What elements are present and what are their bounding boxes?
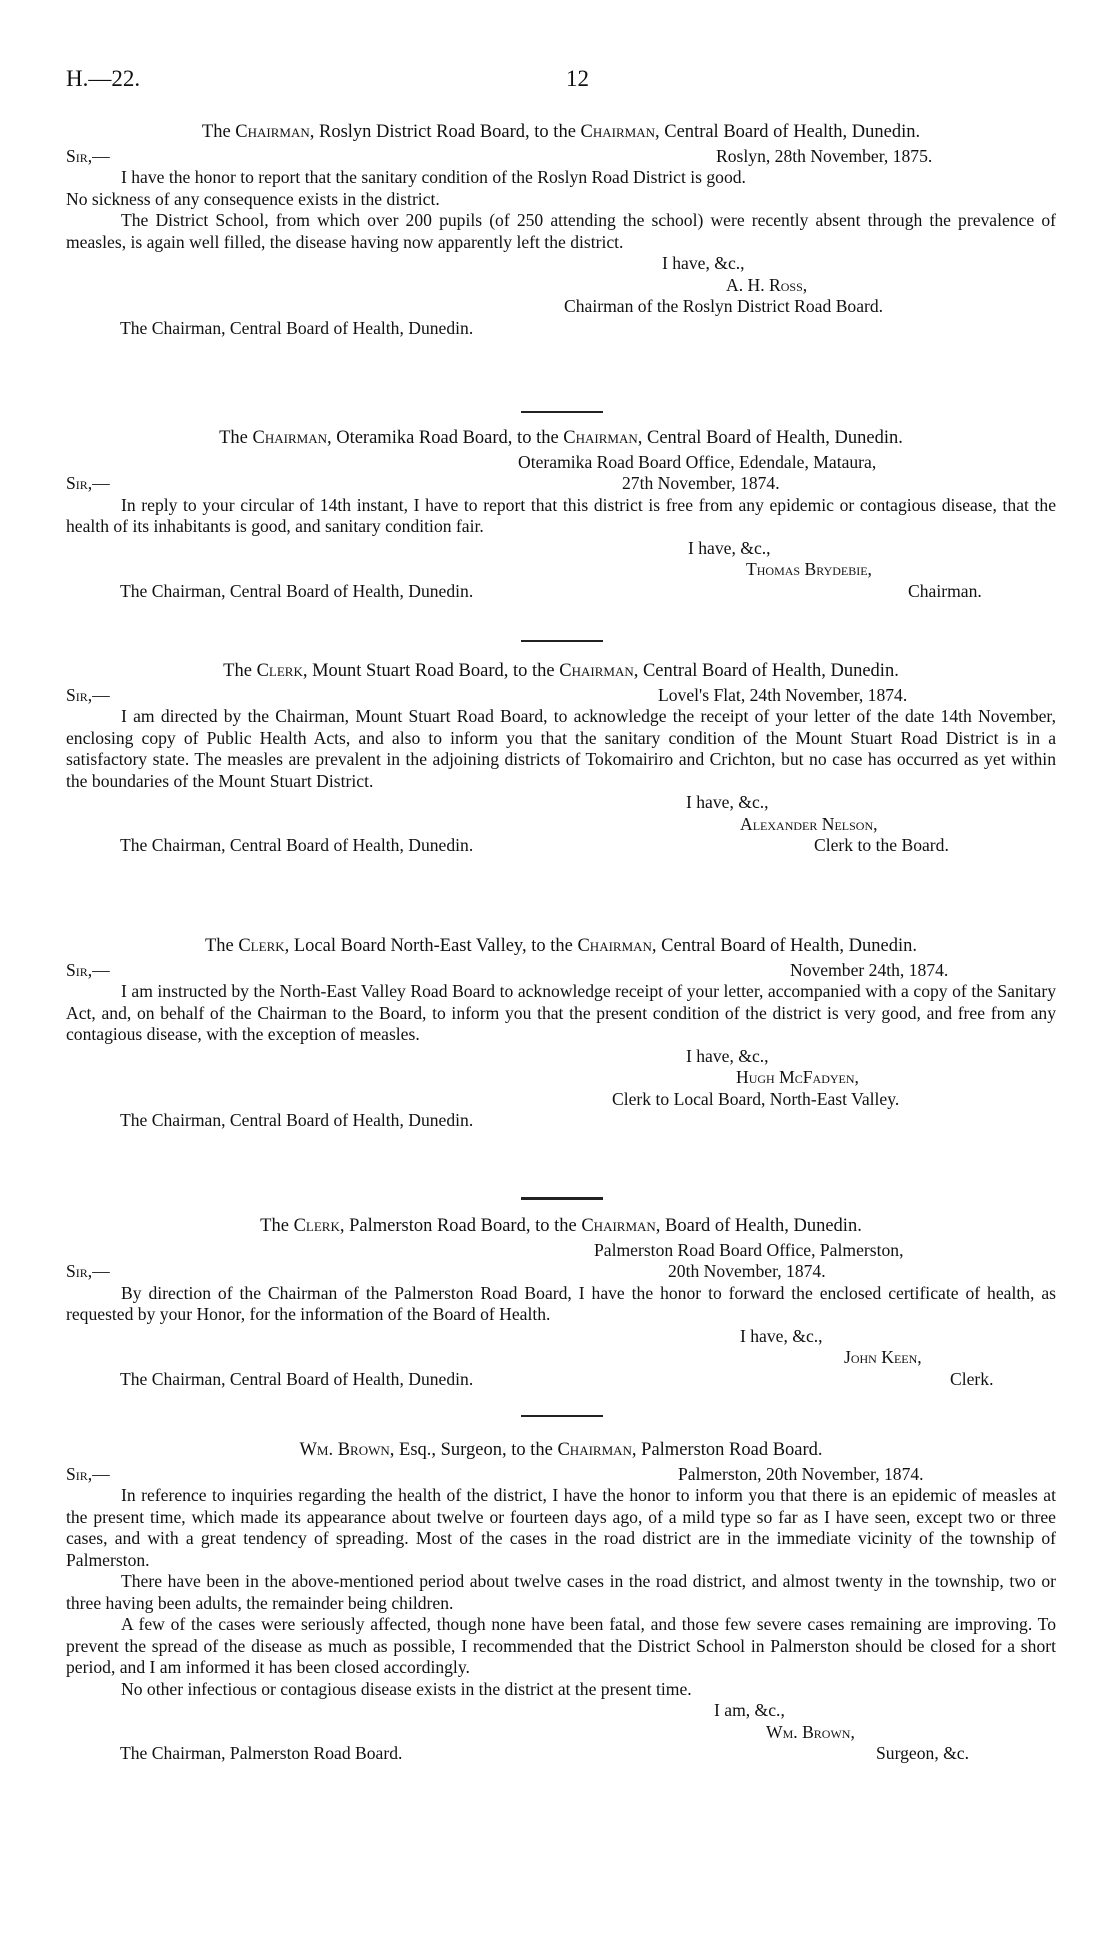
salutation-line	[66, 146, 1056, 168]
signatory-line: John Keen,	[844, 1347, 922, 1367]
letter-title: The Clerk, Local Board North-East Valley, to the Chairman, Central Board of Health, Dunedin.	[204, 936, 918, 956]
salutation-line	[66, 1464, 1056, 1486]
addressee-line: The Chairman, Central Board of Health, Dunedin.	[120, 317, 474, 338]
document-reference: H.—22.	[66, 66, 141, 91]
letter-title: The Chairman, Oteramika Road Board, to the Chairman, Central Board of Health, Dunedin.	[219, 428, 903, 448]
addressee-line: The Chairman, Central Board of Health, Dunedin. Chairman.	[120, 580, 982, 601]
place-date: November 24th, 1874.	[790, 959, 949, 980]
salutation: Sir,—	[66, 1463, 110, 1484]
place: Palmerston Road Board Office, Palmerston,	[594, 1239, 904, 1260]
place-date: Roslyn, 28th November, 1875.	[716, 145, 933, 166]
letter-mount-stuart	[66, 661, 1056, 857]
letter-paragraph: I am instructed by the North-East Valley Road Board to acknowledge receipt of your letter, accompanied with a copy of the Sanitary Act, and, on behalf of the Chairman to the Board, to inform you that the present condition of the district is very good, and free from any contagious disease, with the exception of measles.	[66, 981, 1056, 1044]
date: 27th November, 1874.	[622, 473, 780, 493]
letter-north-east-valley	[66, 936, 1056, 1132]
letter-oteramika	[66, 428, 1056, 602]
closing-line: I am, &c.,	[714, 1700, 785, 1720]
letter-paragraph: In reference to inquiries regarding the health of the district, I have the honor to inform you that there is an epidemic of measles at the present time, which made its appearance about twelve or fourteen days ago, of a mild type so far as I have seen, except two or three cases, and with a great tendency of spreading. Most of the cases in the road district are in the immediate vicinity of the township of Palmerston.	[66, 1485, 1056, 1570]
addressee-line: The Chairman, Central Board of Health, Dunedin. Clerk to the Board.	[120, 835, 949, 855]
page-number: 12	[566, 66, 589, 91]
closing-line: I have, &c.,	[688, 537, 771, 558]
signatory-line: Thomas Brydebie,	[746, 559, 872, 579]
salutation-line	[66, 960, 1056, 982]
salutation: Sir,—	[66, 473, 110, 493]
place-date: Lovel's Flat, 24th November, 1874.	[658, 684, 908, 705]
signatory-title-line: Chairman of the Roslyn District Road Board.	[564, 296, 884, 316]
date: 20th November, 1874.	[668, 1261, 826, 1281]
addressee-line: The Chairman, Central Board of Health, Dunedin.	[120, 1110, 474, 1130]
addressee-line: The Chairman, Central Board of Health, Dunedin. Clerk.	[120, 1368, 994, 1389]
signatory-title-line: Clerk to Local Board, North-East Valley.	[612, 1088, 900, 1109]
place-line	[66, 1240, 1056, 1262]
place-date: Palmerston, 20th November, 1874.	[678, 1463, 924, 1484]
letter-paragraph: No other infectious or contagious disease exists in the district at the present time.	[121, 1678, 692, 1699]
letter-title: Wm. Brown, Esq., Surgeon, to the Chairman, Palmerston Road Board.	[299, 1440, 823, 1460]
letter-paragraph: In reply to your circular of 14th instant, I have to report that this district is free from any epidemic or contagious disease, that the health of its inhabitants is good, and sanitary condition fair.	[66, 494, 1056, 536]
place-line	[66, 452, 1056, 474]
letter-paragraph: The District School, from which over 200 pupils (of 250 attending the school) were recently absent through the prevalence of measles, is again well filled, the disease having now apparently left the district.	[66, 210, 1056, 252]
section-divider	[521, 1415, 603, 1417]
salutation: Sir,—	[66, 1261, 110, 1281]
letter-roslyn	[66, 122, 1056, 339]
closing-line: I have, &c.,	[662, 253, 745, 273]
place: Oteramika Road Board Office, Edendale, Mataura,	[518, 451, 877, 472]
closing-line: I have, &c.,	[686, 1045, 769, 1066]
letter-title: The Clerk, Mount Stuart Road Board, to the Chairman, Central Board of Health, Dunedin.	[223, 661, 899, 681]
letter-paragraph: I have the honor to report that the sanitary condition of the Roslyn Road District is good.	[121, 167, 746, 187]
section-divider	[521, 411, 603, 413]
closing-line: I have, &c.,	[686, 792, 769, 812]
section-divider	[521, 640, 603, 642]
letter-paragraph: No sickness of any consequence exists in the district.	[66, 188, 440, 209]
signatory-line: A. H. Ross,	[726, 274, 808, 295]
section-divider	[521, 1197, 603, 1200]
addressee-line: The Chairman, Palmerston Road Board. Surgeon, &c.	[120, 1743, 970, 1763]
page-header	[66, 66, 1056, 96]
letter-palmerston-clerk	[66, 1216, 1056, 1390]
letter-title: The Chairman, Roslyn District Road Board, to the Chairman, Central Board of Health, Dunedin.	[201, 122, 921, 142]
salutation-line	[66, 685, 1056, 707]
salutation: Sir,—	[66, 684, 110, 705]
letter-paragraph: There have been in the above-mentioned period about twelve cases in the road district, and almost twenty in the township, two or three having been adults, the remainder being children.	[66, 1571, 1056, 1613]
letter-paragraph: I am directed by the Chairman, Mount Stuart Road Board, to acknowledge the receipt of your letter of the date 14th November, enclosing copy of Public Health Acts, and also to inform you that the sanitary condition of the Mount Stuart Road District is in a satisfactory state. The measles are prevalent in the adjoining districts of Tokomairiro and Crichton, but no case has occurred as yet within the boundaries of the Mount Stuart District.	[66, 706, 1056, 791]
letter-paragraph: A few of the cases were seriously affected, though none have been fatal, and those few severe cases remaining are improving. To prevent the spread of the disease as much as possible, I recommended that the District School in Palmerston should be closed for a short period, and I am informed it has been closed accordingly.	[66, 1614, 1056, 1677]
salutation: Sir,—	[66, 959, 110, 980]
signatory-line: Wm. Brown,	[766, 1721, 855, 1742]
signatory-line: Hugh McFadyen,	[736, 1067, 859, 1087]
closing-line: I have, &c.,	[740, 1325, 823, 1346]
letter-title: The Clerk, Palmerston Road Board, to the Chairman, Board of Health, Dunedin.	[260, 1216, 862, 1236]
salutation-line	[66, 473, 1056, 495]
salutation: Sir,—	[66, 145, 110, 166]
signatory-line: Alexander Nelson,	[740, 813, 878, 834]
salutation-line	[66, 1261, 1056, 1283]
letter-paragraph: By direction of the Chairman of the Palmerston Road Board, I have the honor to forward the enclosed certificate of health, as requested by your Honor, for the information of the Board of Health.	[66, 1282, 1056, 1324]
letter-wm-brown	[66, 1440, 1056, 1765]
